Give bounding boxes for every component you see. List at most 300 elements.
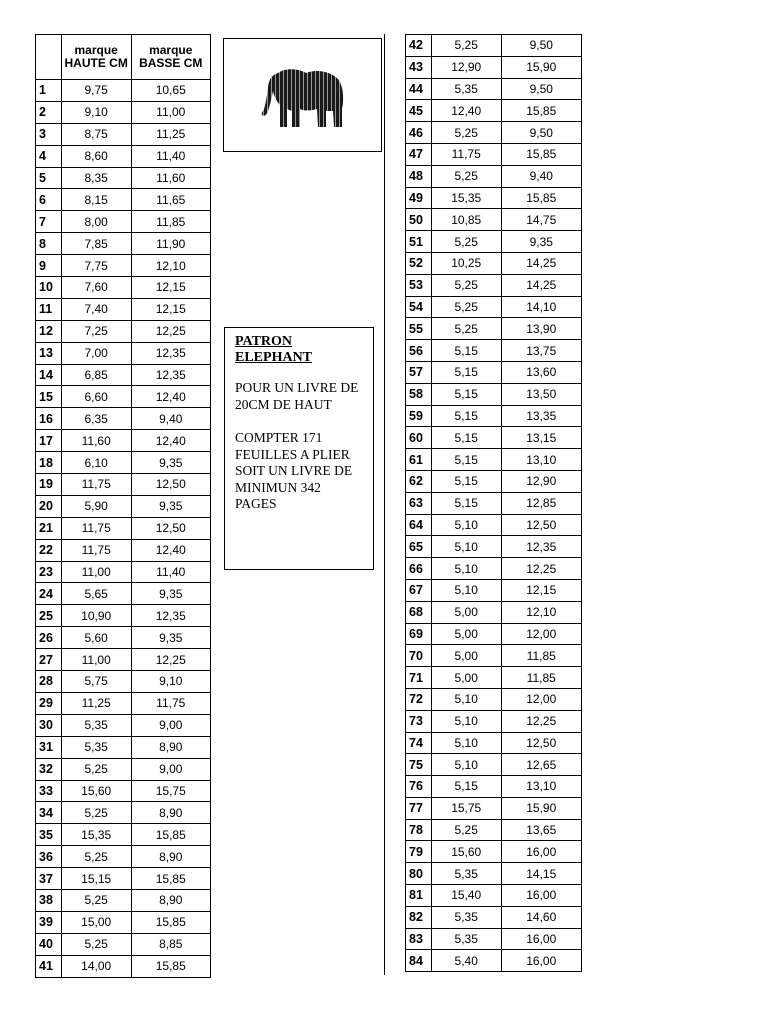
table-row <box>36 474 211 496</box>
low-mark-value: 9,50 <box>501 35 582 57</box>
row-number: 10 <box>36 277 62 299</box>
table-row <box>406 100 582 122</box>
row-number: 8 <box>36 233 62 255</box>
low-mark-value: 16,00 <box>501 841 582 863</box>
row-number: 59 <box>406 405 432 427</box>
row-number: 33 <box>36 780 62 802</box>
table-row <box>406 579 582 601</box>
header-empty-cell <box>36 35 62 80</box>
table-row <box>406 122 582 144</box>
low-mark-value: 9,10 <box>131 671 211 693</box>
high-mark-value: 15,35 <box>431 187 501 209</box>
table-row <box>36 911 211 933</box>
high-mark-value: 8,75 <box>61 123 131 145</box>
low-mark-value: 11,00 <box>131 101 211 123</box>
low-mark-value: 8,90 <box>131 736 211 758</box>
low-mark-value: 13,35 <box>501 405 582 427</box>
table-row <box>36 145 211 167</box>
row-number: 58 <box>406 383 432 405</box>
table-row <box>406 863 582 885</box>
high-mark-value: 11,75 <box>61 517 131 539</box>
high-mark-value: 5,15 <box>431 470 501 492</box>
table-row <box>36 123 211 145</box>
table-row <box>36 255 211 277</box>
table-row <box>36 780 211 802</box>
low-mark-value: 12,35 <box>131 342 211 364</box>
high-mark-value: 5,40 <box>431 950 501 972</box>
low-mark-value: 9,35 <box>131 583 211 605</box>
row-number: 16 <box>36 408 62 430</box>
header-high-mark: marque HAUTE CM <box>61 35 131 80</box>
row-number: 18 <box>36 452 62 474</box>
high-mark-value: 9,75 <box>61 80 131 102</box>
high-mark-value: 15,00 <box>61 911 131 933</box>
low-mark-value: 12,85 <box>501 492 582 514</box>
low-mark-value: 12,15 <box>131 277 211 299</box>
row-number: 45 <box>406 100 432 122</box>
high-mark-value: 5,65 <box>61 583 131 605</box>
low-mark-value: 13,65 <box>501 819 582 841</box>
row-number: 67 <box>406 579 432 601</box>
row-number: 65 <box>406 536 432 558</box>
low-mark-value: 8,90 <box>131 846 211 868</box>
low-mark-value: 13,75 <box>501 340 582 362</box>
row-number: 40 <box>36 933 62 955</box>
table-row <box>36 627 211 649</box>
table-row <box>406 841 582 863</box>
table-row <box>36 583 211 605</box>
low-mark-value: 14,60 <box>501 906 582 928</box>
high-mark-value: 5,25 <box>431 318 501 340</box>
low-mark-value: 11,85 <box>501 667 582 689</box>
high-mark-value: 15,15 <box>61 868 131 890</box>
high-mark-value: 5,10 <box>431 514 501 536</box>
table-row <box>406 667 582 689</box>
table-row <box>36 561 211 583</box>
row-number: 78 <box>406 819 432 841</box>
fold-measurements-table-right <box>405 34 582 972</box>
high-mark-value: 5,25 <box>61 802 131 824</box>
low-mark-value: 9,35 <box>131 452 211 474</box>
high-mark-value: 7,75 <box>61 255 131 277</box>
low-mark-value: 11,75 <box>131 692 211 714</box>
row-number: 26 <box>36 627 62 649</box>
row-number: 54 <box>406 296 432 318</box>
low-mark-value: 12,00 <box>501 688 582 710</box>
low-mark-value: 16,00 <box>501 928 582 950</box>
fold-measurements-table-left <box>35 34 211 978</box>
table-row <box>36 671 211 693</box>
high-mark-value: 12,90 <box>431 56 501 78</box>
table-row <box>406 405 582 427</box>
high-mark-value: 5,25 <box>431 231 501 253</box>
table-row <box>406 558 582 580</box>
high-mark-value: 5,10 <box>431 732 501 754</box>
table-row <box>406 56 582 78</box>
row-number: 14 <box>36 364 62 386</box>
low-mark-value: 13,10 <box>501 449 582 471</box>
low-mark-value: 16,00 <box>501 950 582 972</box>
high-mark-value: 11,75 <box>61 539 131 561</box>
row-number: 81 <box>406 885 432 907</box>
low-mark-value: 9,40 <box>131 408 211 430</box>
row-number: 66 <box>406 558 432 580</box>
table-row <box>36 758 211 780</box>
low-mark-value: 11,85 <box>501 645 582 667</box>
row-number: 52 <box>406 252 432 274</box>
table-row <box>406 165 582 187</box>
table-body-right <box>406 35 582 972</box>
row-number: 3 <box>36 123 62 145</box>
high-mark-value: 8,35 <box>61 167 131 189</box>
high-mark-value: 5,35 <box>431 863 501 885</box>
row-number: 53 <box>406 274 432 296</box>
table-row <box>36 101 211 123</box>
high-mark-value: 15,35 <box>61 824 131 846</box>
row-number: 76 <box>406 776 432 798</box>
row-number: 46 <box>406 122 432 144</box>
high-mark-value: 5,25 <box>431 35 501 57</box>
high-mark-value: 10,90 <box>61 605 131 627</box>
high-mark-value: 5,35 <box>431 78 501 100</box>
low-mark-value: 15,85 <box>131 911 211 933</box>
low-mark-value: 13,50 <box>501 383 582 405</box>
low-mark-value: 11,40 <box>131 561 211 583</box>
row-number: 57 <box>406 361 432 383</box>
high-mark-value: 12,40 <box>431 100 501 122</box>
low-mark-value: 9,35 <box>131 627 211 649</box>
high-mark-value: 9,10 <box>61 101 131 123</box>
row-number: 25 <box>36 605 62 627</box>
table-row <box>406 143 582 165</box>
low-mark-value: 8,90 <box>131 802 211 824</box>
high-mark-value: 15,40 <box>431 885 501 907</box>
table-row <box>406 885 582 907</box>
table-row <box>406 296 582 318</box>
high-mark-value: 5,25 <box>431 274 501 296</box>
high-mark-value: 11,75 <box>431 143 501 165</box>
table-row <box>406 492 582 514</box>
high-mark-value: 5,10 <box>431 558 501 580</box>
row-number: 44 <box>406 78 432 100</box>
row-number: 30 <box>36 714 62 736</box>
high-mark-value: 5,00 <box>431 667 501 689</box>
low-mark-value: 11,25 <box>131 123 211 145</box>
low-mark-value: 15,85 <box>131 824 211 846</box>
low-mark-value: 12,50 <box>131 517 211 539</box>
high-mark-value: 5,25 <box>61 846 131 868</box>
row-number: 70 <box>406 645 432 667</box>
table-row <box>406 732 582 754</box>
low-mark-value: 9,35 <box>131 495 211 517</box>
row-number: 77 <box>406 797 432 819</box>
row-number: 35 <box>36 824 62 846</box>
row-number: 64 <box>406 514 432 536</box>
high-mark-value: 10,25 <box>431 252 501 274</box>
table-row <box>406 819 582 841</box>
high-mark-value: 10,85 <box>431 209 501 231</box>
table-row <box>406 645 582 667</box>
table-row <box>406 383 582 405</box>
high-mark-value: 5,10 <box>431 688 501 710</box>
table-row <box>406 449 582 471</box>
low-mark-value: 11,85 <box>131 211 211 233</box>
high-mark-value: 5,25 <box>431 122 501 144</box>
row-number: 31 <box>36 736 62 758</box>
table-row <box>36 233 211 255</box>
table-row <box>406 231 582 253</box>
low-mark-value: 12,35 <box>501 536 582 558</box>
low-mark-value: 15,90 <box>501 797 582 819</box>
table-row <box>36 539 211 561</box>
table-row <box>36 846 211 868</box>
table-row <box>36 386 211 408</box>
table-row <box>406 776 582 798</box>
low-mark-value: 12,15 <box>131 298 211 320</box>
table-row <box>406 514 582 536</box>
table-row <box>36 868 211 890</box>
row-number: 68 <box>406 601 432 623</box>
table-row <box>406 710 582 732</box>
row-number: 62 <box>406 470 432 492</box>
low-mark-value: 12,50 <box>131 474 211 496</box>
row-number: 29 <box>36 692 62 714</box>
row-number: 55 <box>406 318 432 340</box>
table-row <box>36 889 211 911</box>
low-mark-value: 13,90 <box>501 318 582 340</box>
low-mark-value: 15,85 <box>131 955 211 977</box>
high-mark-value: 5,10 <box>431 710 501 732</box>
table-row <box>36 933 211 955</box>
row-number: 48 <box>406 165 432 187</box>
row-number: 27 <box>36 649 62 671</box>
high-mark-value: 11,25 <box>61 692 131 714</box>
high-mark-value: 5,25 <box>431 296 501 318</box>
table-row <box>406 536 582 558</box>
table-body-left <box>36 80 211 978</box>
high-mark-value: 7,40 <box>61 298 131 320</box>
row-number: 61 <box>406 449 432 471</box>
row-number: 12 <box>36 320 62 342</box>
table-row <box>36 824 211 846</box>
low-mark-value: 14,75 <box>501 209 582 231</box>
row-number: 63 <box>406 492 432 514</box>
row-number: 80 <box>406 863 432 885</box>
row-number: 43 <box>406 56 432 78</box>
row-number: 5 <box>36 167 62 189</box>
low-mark-value: 12,40 <box>131 430 211 452</box>
low-mark-value: 13,60 <box>501 361 582 383</box>
high-mark-value: 5,75 <box>61 671 131 693</box>
high-mark-value: 15,60 <box>431 841 501 863</box>
high-mark-value: 5,15 <box>431 776 501 798</box>
table-row <box>36 802 211 824</box>
high-mark-value: 5,35 <box>431 906 501 928</box>
row-number: 83 <box>406 928 432 950</box>
low-mark-value: 11,90 <box>131 233 211 255</box>
row-number: 69 <box>406 623 432 645</box>
low-mark-value: 15,85 <box>501 100 582 122</box>
row-number: 36 <box>36 846 62 868</box>
table-row <box>36 298 211 320</box>
low-mark-value: 12,25 <box>501 558 582 580</box>
low-mark-value: 11,60 <box>131 167 211 189</box>
low-mark-value: 11,65 <box>131 189 211 211</box>
high-mark-value: 5,15 <box>431 361 501 383</box>
row-number: 73 <box>406 710 432 732</box>
table-row <box>36 649 211 671</box>
low-mark-value: 12,25 <box>131 649 211 671</box>
high-mark-value: 8,00 <box>61 211 131 233</box>
row-number: 9 <box>36 255 62 277</box>
high-mark-value: 5,15 <box>431 340 501 362</box>
high-mark-value: 7,60 <box>61 277 131 299</box>
table-row <box>406 688 582 710</box>
pattern-title: PATRON ELEPHANT <box>235 334 313 365</box>
low-mark-value: 15,75 <box>131 780 211 802</box>
table-row <box>36 364 211 386</box>
row-number: 28 <box>36 671 62 693</box>
column-divider <box>384 34 385 975</box>
table-row <box>406 906 582 928</box>
high-mark-value: 7,00 <box>61 342 131 364</box>
row-number: 24 <box>36 583 62 605</box>
low-mark-value: 12,10 <box>131 255 211 277</box>
row-number: 49 <box>406 187 432 209</box>
illustration-box <box>223 38 382 152</box>
high-mark-value: 5,10 <box>431 754 501 776</box>
low-mark-value: 12,90 <box>501 470 582 492</box>
table-row <box>36 211 211 233</box>
table-row <box>36 80 211 102</box>
low-mark-value: 15,85 <box>131 868 211 890</box>
low-mark-value: 12,10 <box>501 601 582 623</box>
low-mark-value: 13,10 <box>501 776 582 798</box>
table-row <box>36 277 211 299</box>
low-mark-value: 9,35 <box>501 231 582 253</box>
table-row <box>406 318 582 340</box>
high-mark-value: 15,75 <box>431 797 501 819</box>
table-row <box>406 252 582 274</box>
row-number: 23 <box>36 561 62 583</box>
low-mark-value: 12,50 <box>501 732 582 754</box>
high-mark-value: 6,85 <box>61 364 131 386</box>
low-mark-value: 9,50 <box>501 122 582 144</box>
high-mark-value: 5,15 <box>431 405 501 427</box>
table-row <box>406 361 582 383</box>
low-mark-value: 14,25 <box>501 274 582 296</box>
table-row <box>36 408 211 430</box>
table-row <box>406 754 582 776</box>
table-row <box>36 189 211 211</box>
high-mark-value: 11,75 <box>61 474 131 496</box>
row-number: 74 <box>406 732 432 754</box>
high-mark-value: 7,85 <box>61 233 131 255</box>
row-number: 38 <box>36 889 62 911</box>
table-row <box>36 955 211 977</box>
low-mark-value: 15,85 <box>501 187 582 209</box>
row-number: 6 <box>36 189 62 211</box>
table-row <box>406 187 582 209</box>
row-number: 22 <box>36 539 62 561</box>
table-row <box>36 320 211 342</box>
table-row <box>406 470 582 492</box>
row-number: 32 <box>36 758 62 780</box>
high-mark-value: 5,15 <box>431 427 501 449</box>
low-mark-value: 15,85 <box>501 143 582 165</box>
low-mark-value: 14,25 <box>501 252 582 274</box>
row-number: 4 <box>36 145 62 167</box>
high-mark-value: 6,35 <box>61 408 131 430</box>
row-number: 72 <box>406 688 432 710</box>
low-mark-value: 10,65 <box>131 80 211 102</box>
pattern-info-box <box>224 327 374 570</box>
row-number: 42 <box>406 35 432 57</box>
table-row <box>36 495 211 517</box>
low-mark-value: 12,40 <box>131 539 211 561</box>
table-row <box>36 167 211 189</box>
header-low-mark: marque BASSE CM <box>131 35 211 80</box>
high-mark-value: 5,00 <box>431 623 501 645</box>
high-mark-value: 6,10 <box>61 452 131 474</box>
low-mark-value: 13,15 <box>501 427 582 449</box>
high-mark-value: 5,25 <box>431 819 501 841</box>
low-mark-value: 12,15 <box>501 579 582 601</box>
table-header-row <box>36 35 211 80</box>
row-number: 11 <box>36 298 62 320</box>
table-row <box>36 714 211 736</box>
low-mark-value: 12,25 <box>131 320 211 342</box>
high-mark-value: 5,25 <box>61 889 131 911</box>
row-number: 21 <box>36 517 62 539</box>
row-number: 75 <box>406 754 432 776</box>
table-row <box>406 274 582 296</box>
low-mark-value: 15,90 <box>501 56 582 78</box>
row-number: 56 <box>406 340 432 362</box>
row-number: 79 <box>406 841 432 863</box>
low-mark-value: 9,00 <box>131 758 211 780</box>
row-number: 82 <box>406 906 432 928</box>
table-row <box>406 209 582 231</box>
low-mark-value: 9,00 <box>131 714 211 736</box>
table-row <box>406 950 582 972</box>
row-number: 60 <box>406 427 432 449</box>
table-row <box>406 427 582 449</box>
book-height-note: POUR UN LIVRE DE 20CM DE HAUT <box>235 380 359 412</box>
row-number: 34 <box>36 802 62 824</box>
row-number: 20 <box>36 495 62 517</box>
high-mark-value: 8,60 <box>61 145 131 167</box>
table-row <box>406 35 582 57</box>
high-mark-value: 5,15 <box>431 492 501 514</box>
row-number: 17 <box>36 430 62 452</box>
high-mark-value: 14,00 <box>61 955 131 977</box>
low-mark-value: 12,50 <box>501 514 582 536</box>
low-mark-value: 12,00 <box>501 623 582 645</box>
high-mark-value: 5,10 <box>431 536 501 558</box>
high-mark-value: 11,60 <box>61 430 131 452</box>
high-mark-value: 5,60 <box>61 627 131 649</box>
row-number: 19 <box>36 474 62 496</box>
high-mark-value: 5,35 <box>431 928 501 950</box>
high-mark-value: 6,60 <box>61 386 131 408</box>
low-mark-value: 9,40 <box>501 165 582 187</box>
table-row <box>36 736 211 758</box>
row-number: 47 <box>406 143 432 165</box>
high-mark-value: 15,60 <box>61 780 131 802</box>
row-number: 39 <box>36 911 62 933</box>
elephant-icon <box>260 65 346 129</box>
